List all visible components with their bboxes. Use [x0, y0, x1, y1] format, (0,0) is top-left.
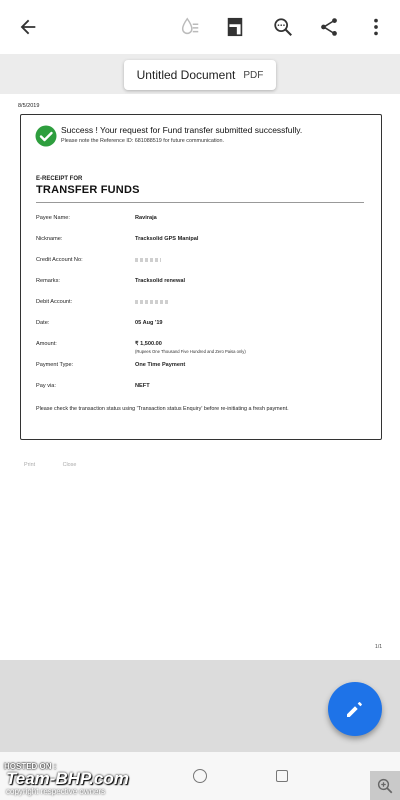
field-label: Debit Account: [36, 299, 73, 305]
document-title: Untitled Document [136, 68, 236, 82]
more-vert-icon[interactable] [362, 13, 390, 41]
page-links [24, 462, 102, 468]
redacted-value [135, 258, 161, 262]
document-type-badge: PDF [243, 69, 264, 81]
success-message: Success ! Your request for Fund transfer submitted successfully. [61, 125, 303, 135]
reference-note: Please note the Reference ID: 681088519 for future communication. [61, 138, 225, 144]
ereceipt-label: E-RECEIPT FOR [36, 176, 83, 182]
field-label: Credit Account No: [36, 257, 83, 263]
home-button[interactable] [193, 769, 207, 783]
field-label: Remarks: [36, 278, 60, 284]
field-value: Tracksolid renewal [135, 278, 186, 284]
watermark-hosted-on: HOSTED ON : [4, 762, 57, 771]
field-label: Payee Name: [36, 215, 70, 221]
pencil-icon [343, 697, 367, 721]
field-value: NEFT [135, 383, 150, 389]
zoom-button[interactable] [370, 771, 400, 800]
pdf-page [0, 94, 400, 660]
field-label: Nickname: [36, 236, 63, 242]
field-label: Pay via: [36, 383, 56, 389]
print-date: 8/5/2019 [18, 103, 40, 109]
watermark-logo: Team-BHP.com [6, 769, 129, 788]
field-value: Raviraja [135, 215, 157, 221]
status-note: Please check the transaction status using 'Transaction status Enquiry' before re-initiating a fresh payment. [36, 406, 289, 412]
success-check-icon [35, 125, 57, 147]
receipt-box [20, 114, 382, 440]
page-counter: 1/1 [375, 644, 382, 650]
field-label: Payment Type: [36, 362, 74, 368]
edit-fab-button[interactable] [328, 682, 382, 736]
search-icon[interactable] [269, 13, 297, 41]
field-value: 05 Aug '19 [135, 320, 163, 326]
field-value: ₹ 1,500.00 [135, 341, 162, 347]
divider [36, 202, 364, 203]
reading-mode-icon[interactable] [221, 13, 249, 41]
share-icon[interactable] [315, 13, 343, 41]
amount-in-words: (Rupees One Thousand Five Hundred and Zero Paisa only) [135, 349, 246, 354]
liquid-mode-icon[interactable] [176, 13, 204, 41]
receipt-heading: TRANSFER FUNDS [36, 184, 140, 196]
back-arrow-icon[interactable] [14, 13, 42, 41]
watermark-copyright: copyright respective owners [6, 787, 106, 796]
top-toolbar [0, 0, 400, 54]
zoom-icon [376, 777, 394, 795]
field-value: Tracksolid GPS Manipal [135, 236, 199, 242]
print-link[interactable]: Print [24, 462, 36, 468]
document-viewer[interactable] [0, 54, 400, 660]
recents-button[interactable] [276, 770, 288, 782]
close-link[interactable]: Close [62, 462, 77, 468]
field-label: Amount: [36, 341, 57, 347]
redacted-value [135, 300, 169, 304]
document-title-chip [124, 60, 276, 90]
field-value: One Time Payment [135, 362, 186, 368]
field-label: Date: [36, 320, 50, 326]
